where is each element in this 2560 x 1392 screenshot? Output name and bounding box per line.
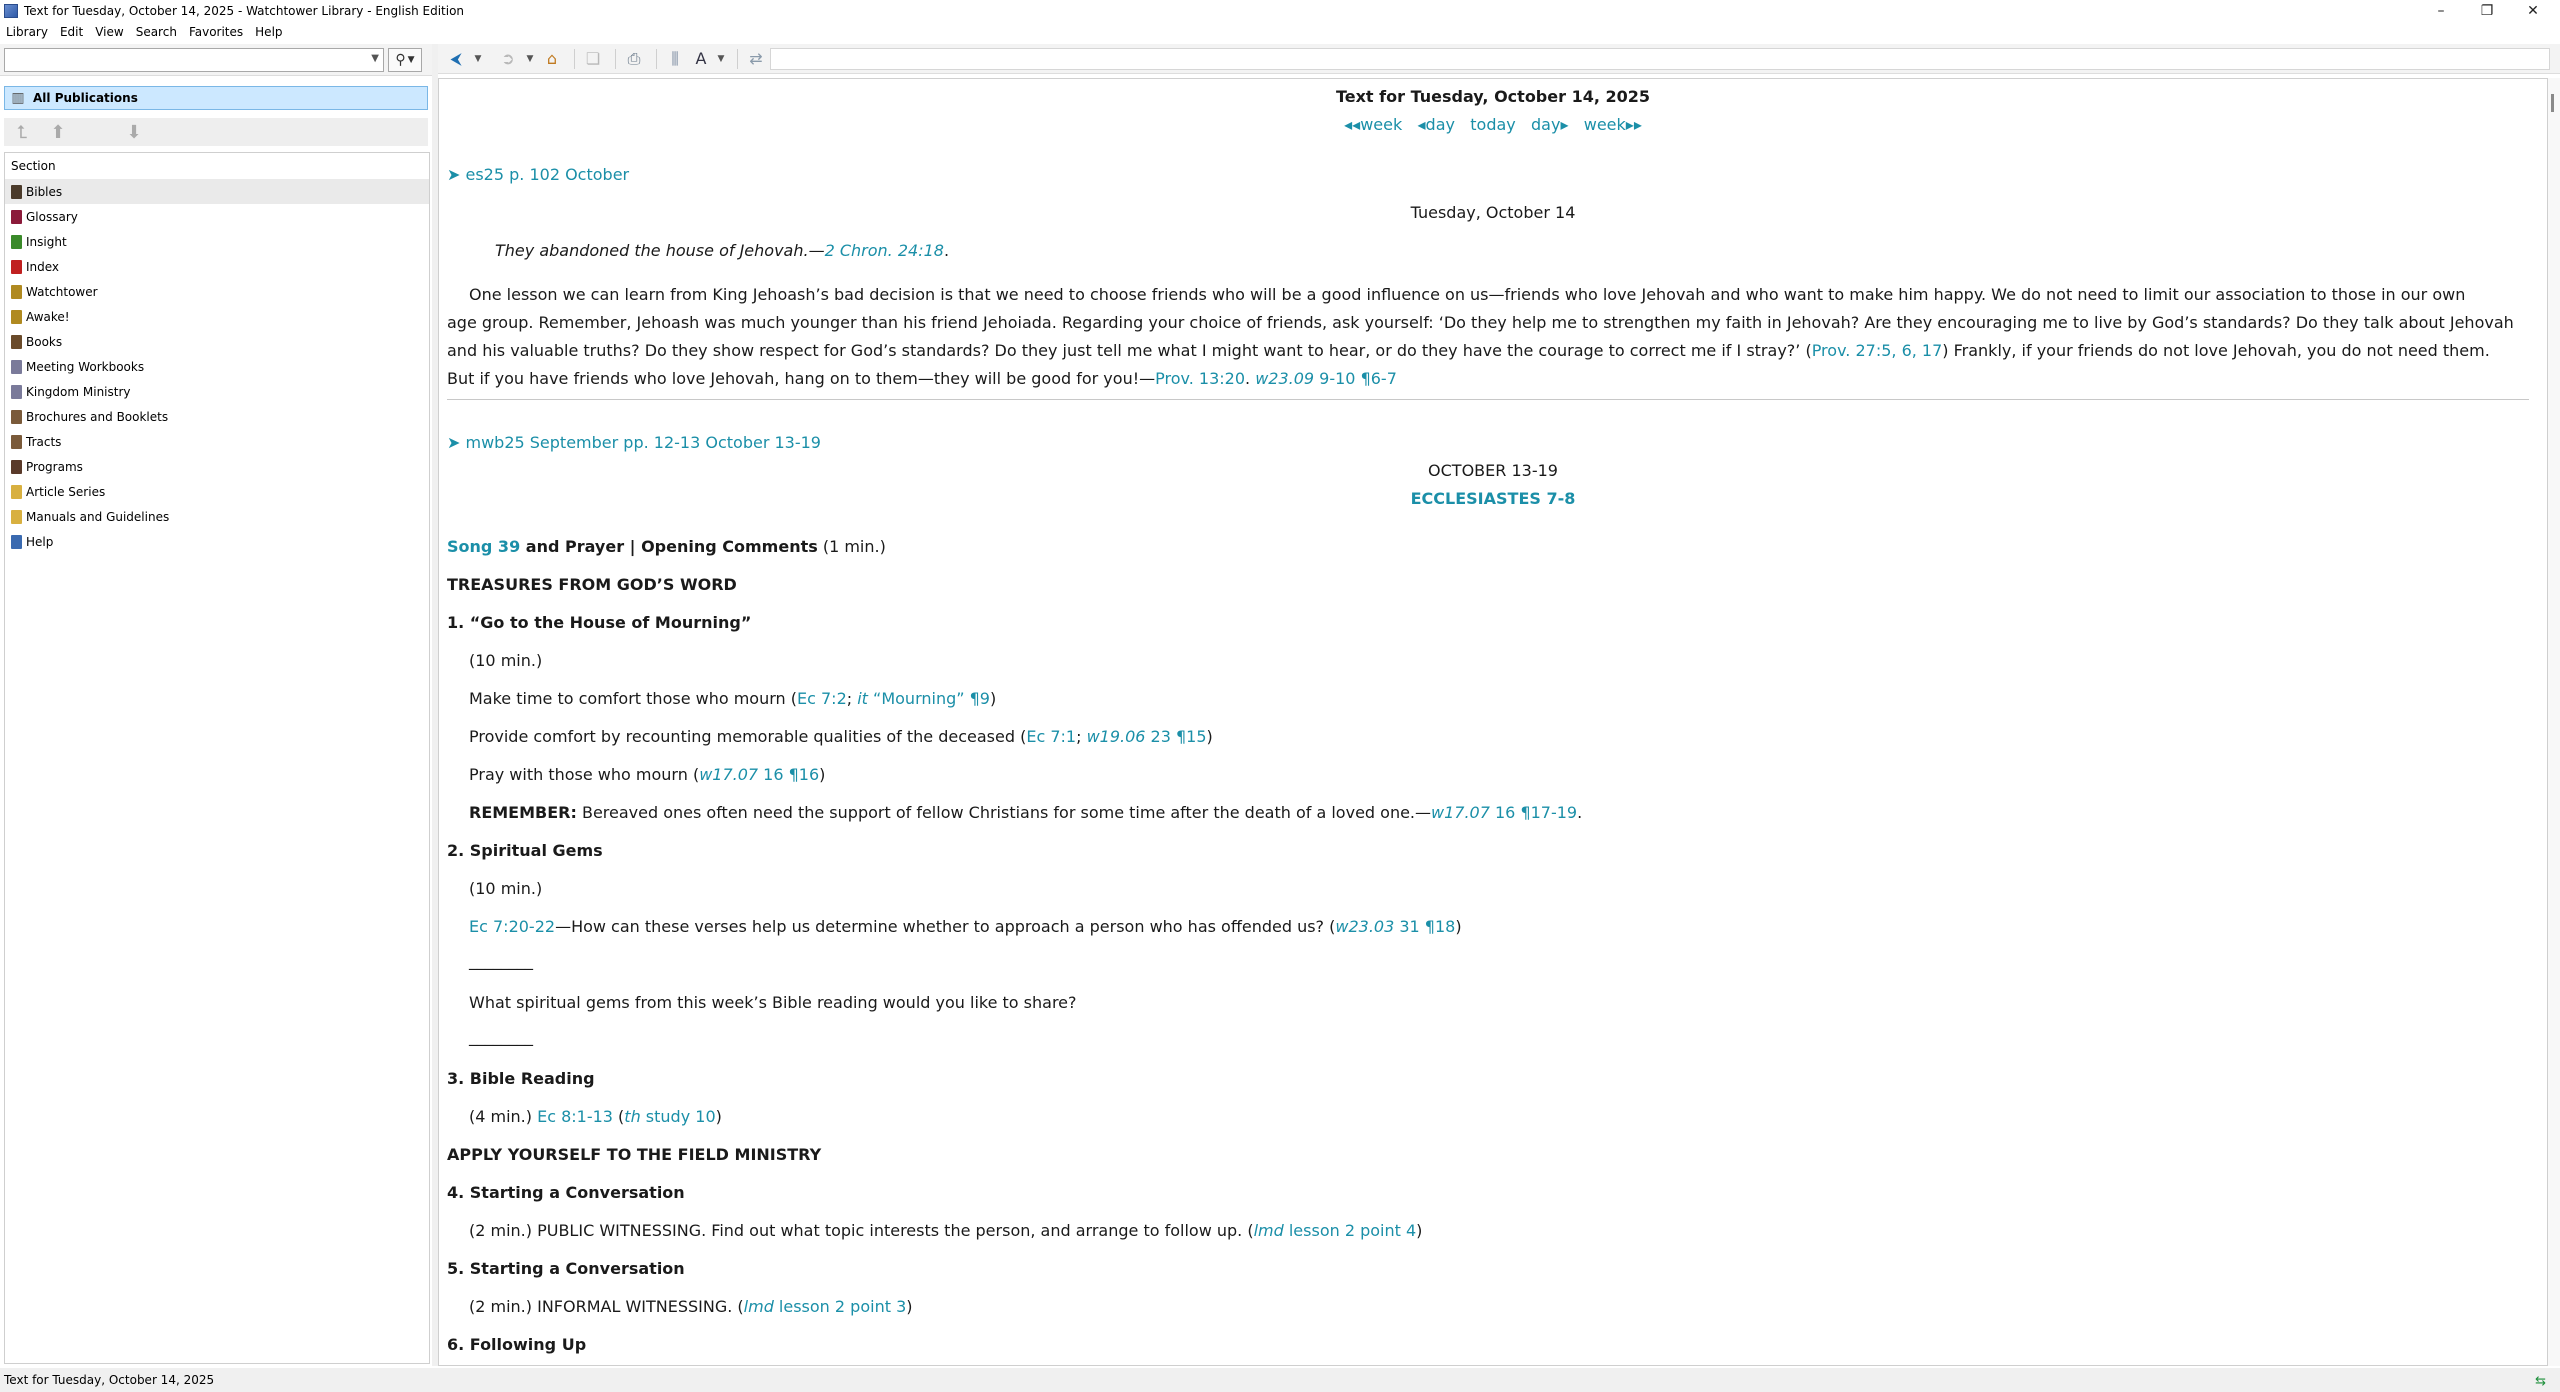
- scripture-link[interactable]: Ec 8:1-13: [537, 1107, 613, 1126]
- opening-song: [439, 533, 2547, 561]
- copy-icon[interactable]: ❏: [585, 49, 601, 68]
- up-arrow-icon[interactable]: ⬆: [50, 121, 66, 143]
- reference-link[interactable]: 16 ¶16: [758, 765, 820, 784]
- part-title: 5. Starting a Conversation: [447, 1259, 685, 1278]
- point-line: (2 min.) PUBLIC WITNESSING. Find out what topic interests the person, and arrange to follow up. (lmd lesson 2 point 4): [469, 1221, 1423, 1240]
- part-title: 1. “Go to the House of Mourning”: [447, 613, 752, 632]
- point-line: Pray with those who mourn (w17.07 16 ¶16): [469, 765, 826, 784]
- section-item-label: Insight: [26, 234, 67, 249]
- section-item-manuals-and-guidelines[interactable]: [5, 504, 429, 529]
- scripture-link[interactable]: Ec 7:20-22: [469, 917, 556, 936]
- home-icon[interactable]: ⌂: [546, 49, 558, 68]
- theme-scripture-text: They abandoned the house of Jehovah.—: [495, 241, 825, 260]
- book-icon: [11, 510, 22, 524]
- chevron-down-icon[interactable]: ▼: [371, 53, 379, 64]
- maximize-button[interactable]: ❐: [2480, 3, 2494, 19]
- song-link[interactable]: Song 39: [447, 537, 521, 556]
- daily-text-theme: They abandoned the house of Jehovah.—2 Chron. 24:18.: [495, 241, 950, 260]
- section-item-insight[interactable]: [5, 229, 429, 254]
- blank-button: [76, 120, 116, 144]
- divider: [447, 399, 2529, 400]
- status-bar: [0, 1368, 2560, 1392]
- point-line: Provide comfort by recounting memorable qualities of the deceased (Ec 7:1; w19.06 23 ¶15): [469, 727, 1213, 746]
- search-icon: ⚲: [395, 52, 406, 68]
- remember-note: REMEMBER: Bereaved ones often need the support of fellow Christians for some time after the death of a loved one.—w17.07 16 ¶17-19.: [469, 803, 1583, 822]
- point-line: Ec 7:20-22—How can these verses help us determine whether to approach a person who has offended us? (w23.03 31 ¶18): [469, 917, 1462, 936]
- part-title: 2. Spiritual Gems: [447, 841, 603, 860]
- book-icon: [11, 235, 22, 249]
- back-arrow-icon[interactable]: ⮤: [16, 121, 28, 143]
- search-input[interactable]: [4, 48, 384, 72]
- reference-link[interactable]: lmd: [1253, 1221, 1284, 1240]
- paragraph-line: But if you have friends who love Jehovah, hang on to them—they will be good for you!—Prov. 13:20. w23.09 9-10 ¶6-7: [447, 369, 1397, 388]
- source-arrow-icon: ➤: [447, 165, 461, 184]
- section-item-label: Help: [26, 534, 54, 549]
- answer-line: ________: [469, 1027, 533, 1046]
- section-list: [4, 152, 430, 1364]
- page-title: Text for Tuesday, October 14, 2025: [1335, 87, 1651, 106]
- answer-line: ________: [469, 951, 533, 970]
- reference-link[interactable]: w17.07: [1431, 803, 1490, 822]
- section-item-bibles[interactable]: [5, 179, 429, 204]
- book-icon: [11, 410, 22, 424]
- reference-link[interactable]: w17.07: [699, 765, 759, 784]
- theme-scripture-link[interactable]: 2 Chron. 24:18: [824, 241, 944, 260]
- book-icon: [11, 335, 22, 349]
- left-toolbar: [0, 44, 432, 76]
- section-item-label: Manuals and Guidelines: [26, 509, 170, 524]
- next-week-link[interactable]: week▸▸: [1583, 115, 1642, 134]
- down-arrow-icon[interactable]: ⬇: [126, 121, 142, 143]
- print-icon[interactable]: ⎙: [627, 48, 641, 68]
- publication-selector-label: All Publications: [33, 91, 138, 105]
- remember-label: REMEMBER:: [469, 803, 577, 822]
- song-time: (1 min.): [817, 537, 886, 556]
- menu-search[interactable]: Search: [135, 25, 177, 39]
- point-line: Make time to comfort those who mourn (Ec 7:2; it “Mourning” ¶9): [469, 689, 997, 708]
- chevron-down-icon[interactable]: ▼: [717, 53, 725, 64]
- section-item-awake[interactable]: [5, 304, 429, 329]
- reference-link[interactable]: 23 ¶15: [1145, 727, 1207, 746]
- section-item-kingdom-ministry[interactable]: [5, 379, 429, 404]
- point-text: Make time to comfort those who mourn (: [469, 689, 797, 708]
- section-item-label: Glossary: [26, 209, 78, 224]
- reference-link[interactable]: lmd: [743, 1297, 774, 1316]
- section-item-label: Programs: [26, 459, 83, 474]
- part-title: 3. Bible Reading: [447, 1069, 595, 1088]
- point-text: —How can these verses help us determine whether to approach a person who has offended us? (: [555, 917, 1336, 936]
- status-text: Text for Tuesday, October 14, 2025: [4, 1373, 215, 1387]
- section-navigation: [4, 118, 428, 146]
- section-item-label: Kingdom Ministry: [26, 384, 131, 399]
- book-icon: [11, 310, 22, 324]
- scripture-link[interactable]: Ec 7:1: [1026, 727, 1077, 746]
- point-text: (2 min.) INFORMAL WITNESSING. (: [469, 1297, 744, 1316]
- workbook-source: [439, 429, 2547, 457]
- point-text: Pray with those who mourn (: [469, 765, 700, 784]
- menu-favorites[interactable]: Favorites: [188, 25, 244, 39]
- back-icon[interactable]: ⮜: [450, 48, 462, 68]
- section-item-label: Bibles: [26, 184, 63, 199]
- book-icon: [11, 435, 22, 449]
- minimize-button[interactable]: –: [2437, 3, 2445, 19]
- reference-link[interactable]: 31 ¶18: [1394, 917, 1456, 936]
- section-item-label: Article Series: [26, 484, 106, 499]
- paragraph-line: One lesson we can learn from King Jehoash’s bad decision is that we need to choose friends who will be a good influence on us—friends who love Jehovah and who want to make him happy. We do not need to limit our association to those in our own: [469, 285, 2466, 304]
- part-time: (4 min.): [469, 1107, 538, 1126]
- columns-icon[interactable]: ⫼: [671, 48, 679, 68]
- section-item-label: Tracts: [26, 434, 62, 449]
- section-heading: APPLY YOURSELF TO THE FIELD MINISTRY: [447, 1145, 822, 1164]
- daily-text-source-link[interactable]: es25 p. 102 October: [465, 165, 630, 184]
- title-bar: [0, 0, 2560, 22]
- next-day-link[interactable]: day▸: [1531, 115, 1569, 134]
- scripture-link[interactable]: Prov. 27:5, 6, 17: [1811, 341, 1943, 360]
- book-icon: [11, 460, 22, 474]
- book-icon: [11, 360, 22, 374]
- today-link[interactable]: today: [1470, 115, 1516, 134]
- section-item-programs[interactable]: [5, 454, 429, 479]
- section-item-books[interactable]: [5, 329, 429, 354]
- sync-status-icon[interactable]: ⇆: [2535, 1374, 2546, 1389]
- point-line: What spiritual gems from this week’s Bible reading would you like to share?: [469, 993, 1077, 1012]
- search-button[interactable]: [388, 48, 422, 72]
- toolbar-separator: [574, 49, 575, 69]
- address-bar[interactable]: [770, 48, 2550, 70]
- section-item-help[interactable]: [5, 529, 429, 554]
- toolbar-separator: [656, 49, 657, 69]
- bible-reading-link[interactable]: ECCLESIASTES 7-8: [1410, 489, 1576, 508]
- part-time: (10 min.): [469, 651, 543, 670]
- menu-view[interactable]: View: [95, 25, 124, 39]
- paragraph-line-text: But if you have friends who love Jehovah, hang on to them—they will be good for you!—: [447, 369, 1156, 388]
- reference-link[interactable]: lesson 2 point 3: [773, 1297, 907, 1316]
- reference-link[interactable]: w23.03: [1335, 917, 1395, 936]
- reference-link[interactable]: 9-10 ¶6-7: [1319, 369, 1397, 388]
- scrollbar-thumb[interactable]: [2551, 94, 2554, 112]
- section-item-article-series[interactable]: [5, 479, 429, 504]
- day-navigation: [439, 111, 2547, 139]
- section-item-label: Meeting Workbooks: [26, 359, 145, 374]
- window-title: Text for Tuesday, October 14, 2025 - Watchtower Library - English Edition: [24, 4, 465, 18]
- section-item-label: Awake!: [26, 309, 70, 324]
- workbook-week: OCTOBER 13-19: [1428, 461, 1558, 480]
- close-button[interactable]: ✕: [2527, 3, 2539, 19]
- section-item-label: Index: [26, 259, 60, 274]
- book-icon: [11, 185, 22, 199]
- reference-link[interactable]: “Mourning” ¶9: [867, 689, 990, 708]
- point-line: (2 min.) INFORMAL WITNESSING. (lmd lesson 2 point 3): [469, 1297, 913, 1316]
- reference-link[interactable]: lesson 2 point 4: [1283, 1221, 1417, 1240]
- section-item-glossary[interactable]: [5, 204, 429, 229]
- font-size-icon[interactable]: A: [695, 49, 707, 68]
- section-item-tracts[interactable]: [5, 429, 429, 454]
- menu-help[interactable]: Help: [255, 25, 283, 39]
- paragraph-line: and his valuable truths? Do they show respect for God’s standards? Do they just tell me what I might want to hear, or do they have the courage to correct me if I stray?’ (Prov. 27:5, 6, 17) Frankly, if your friends do not love Jehovah, you do not need them.: [447, 341, 2490, 360]
- section-header: Section: [11, 159, 56, 173]
- forward-icon[interactable]: ➲: [501, 49, 515, 68]
- section-item-watchtower[interactable]: [5, 279, 429, 304]
- section-item-brochures-and-booklets[interactable]: [5, 404, 429, 429]
- book-icon: [11, 210, 22, 224]
- book-icon: [11, 285, 22, 299]
- app-icon: [4, 4, 18, 18]
- menu-bar: [0, 22, 2560, 42]
- section-item-label: Books: [26, 334, 63, 349]
- sync-icon[interactable]: ⇄: [749, 49, 763, 68]
- section-item-label: Brochures and Booklets: [26, 409, 169, 424]
- workbook-source-link[interactable]: mwb25 September pp. 12-13 October 13-19: [465, 433, 821, 452]
- scripture-link[interactable]: Prov. 13:20: [1155, 369, 1246, 388]
- chevron-down-icon[interactable]: ▼: [526, 53, 534, 64]
- source-arrow-icon: ➤: [447, 433, 461, 452]
- reference-link[interactable]: it: [857, 689, 868, 708]
- menu-library[interactable]: Library: [6, 25, 48, 39]
- part-title: 4. Starting a Conversation: [447, 1183, 685, 1202]
- song-title: and Prayer | Opening Comments: [520, 537, 818, 556]
- book-icon: [11, 485, 22, 499]
- chevron-down-icon[interactable]: ▼: [474, 53, 482, 64]
- paragraph-line-text: Frankly, if your friends do not love Jehovah, you do not need them.: [1948, 341, 2490, 360]
- document-view: [438, 78, 2548, 1366]
- paragraph-line: age group. Remember, Jehoash was much younger than his friend Jehoiada. Regarding your choice of friends, ask yourself: ‘Do they help me to strengthen my faith in Jehovah? Are they encouraging me to live by God’s standards? Do they talk about Jehovah: [447, 313, 2514, 332]
- remember-text: Bereaved ones often need the support of fellow Christians for some time after the death of a loved one.—: [576, 803, 1432, 822]
- reference-link[interactable]: w19.06: [1086, 727, 1146, 746]
- reference-link[interactable]: w23.09: [1255, 369, 1315, 388]
- point-text: Provide comfort by recounting memorable qualities of the deceased (: [469, 727, 1027, 746]
- daily-text-paragraph: [439, 281, 2547, 393]
- book-icon: [11, 260, 22, 274]
- menu-edit[interactable]: Edit: [59, 25, 84, 39]
- daily-text-date: Tuesday, October 14: [1410, 203, 1576, 222]
- point-text: (2 min.) PUBLIC WITNESSING. Find out what topic interests the person, and arrange to follow up. (: [469, 1221, 1254, 1240]
- book-icon: [11, 385, 22, 399]
- toolbar-separator: [615, 49, 616, 69]
- reference-link[interactable]: study 10: [640, 1107, 716, 1126]
- paragraph-line-text: and his valuable truths? Do they show respect for God’s standards? Do they just tell me what I might want to hear, or do they have the courage to correct me if I stray?’: [447, 341, 1801, 360]
- daily-text-source: [439, 161, 2547, 189]
- point-line: (4 min.) Ec 8:1-13 (th study 10): [469, 1107, 722, 1126]
- section-item-index[interactable]: [5, 254, 429, 279]
- part-time: (10 min.): [469, 879, 543, 898]
- reference-link[interactable]: th: [624, 1107, 641, 1126]
- chevron-down-icon: ▼: [407, 55, 415, 65]
- scripture-link[interactable]: Ec 7:2: [797, 689, 847, 708]
- book-icon: [11, 535, 22, 549]
- vertical-scrollbar[interactable]: [2548, 78, 2560, 1366]
- prev-day-link[interactable]: ◂day: [1417, 115, 1455, 134]
- section-heading: TREASURES FROM GOD’S WORD: [447, 575, 737, 594]
- part-title: 6. Following Up: [447, 1335, 587, 1354]
- section-item-label: Watchtower: [26, 284, 98, 299]
- toolbar-separator: [737, 49, 738, 69]
- library-icon: ▥: [11, 90, 25, 106]
- publication-selector[interactable]: [4, 86, 428, 110]
- prev-week-link[interactable]: ◂◂week: [1344, 115, 1403, 134]
- section-item-meeting-workbooks[interactable]: [5, 354, 429, 379]
- reference-link[interactable]: 16 ¶17-19: [1489, 803, 1578, 822]
